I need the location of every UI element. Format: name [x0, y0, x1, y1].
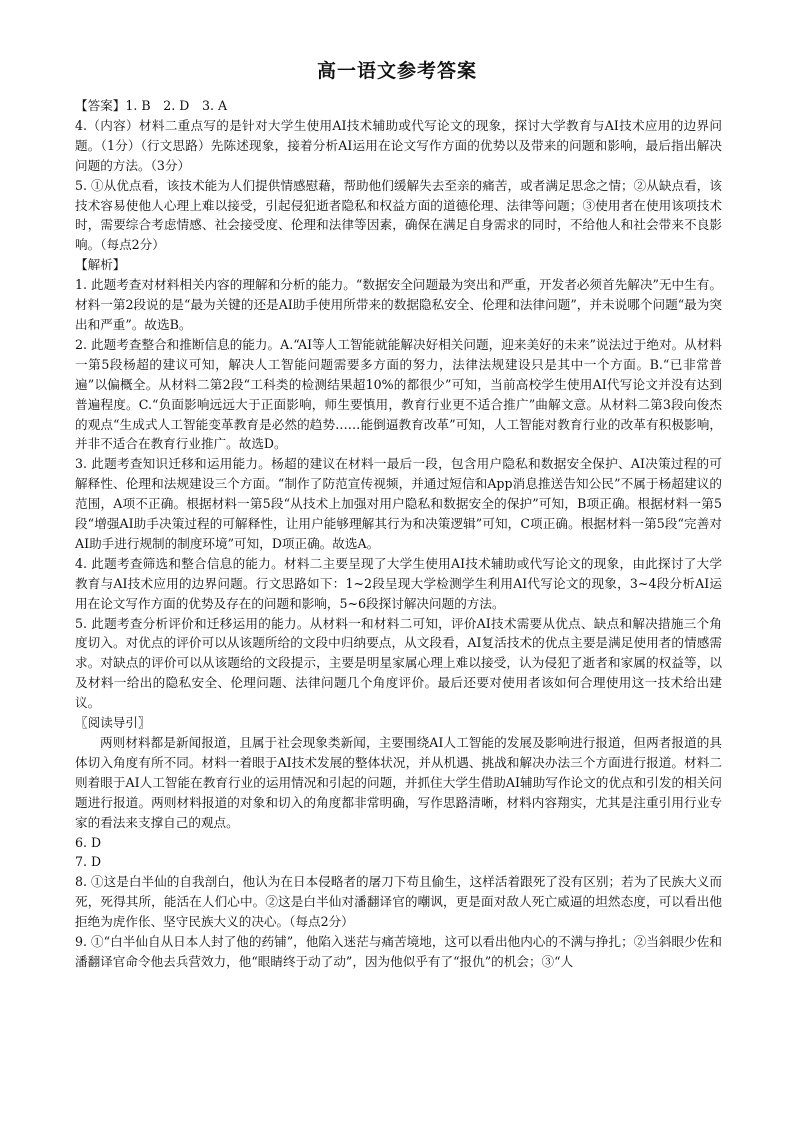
- analysis-4: 4. 此题考查筛选和整合信息的能力。材料二主要呈现了大学生使用AI技术辅助或代写论文的现象，由此探讨了大学教育与AI技术应用的边界问题。行文思路如下：1~2段呈现大学检测学生利用AI代写论文的现象，3~4段分析AI运用在论文写作方面的优势及存在的问题和影响，5~6段探讨解决问题的方法。: [75, 555, 722, 611]
- answer-4: 4.（内容）材料二重点写的是针对大学生使用AI技术辅助或代写论文的现象，探讨大学教育与AI技术应用的边界问题。（1分）（行文思路）先陈述现象，接着分析AI运用在论文写作方面的优势以及带来的问题和影响，最后指出解决问题的方法。（3分）: [75, 117, 722, 173]
- answer-9: 9. ①“白半仙自从日本人封了他的药铺”，他陷入迷茫与痛苦境地，这可以看出他内心的不满与挣扎；②当斜眼少佐和潘翻译官命令他去兵营效力，他“眼睛终于动了动”，因为他似乎有了“报仇”的机会；③“人: [75, 934, 722, 969]
- reading-guide-heading: 〖阅读导引〗: [75, 715, 151, 731]
- analysis-5: 5. 此题考查分析评价和迁移运用的能力。从材料一和材料二可知，评价AI技术需要从优点、缺点和解决措施三个角度切入。对优点的评价可以从该题所给的文段中归纳要点，从文段看，AI复活技术的优点主要是满足使用者的情感需求。对缺点的评价可以从该题给的文段提示，主要是明星家属心理上难以接受，认为侵犯了逝者和家属的权益等，以及材料一给出的隐私安全、伦理问题、法律问题几个角度评价。最后还要对使用者该如何合理使用这一技术给出建议。: [75, 615, 722, 711]
- analysis-3: 3. 此题考查知识迁移和运用能力。杨超的建议在材料一最后一段，包含用户隐私和数据安全保护、AI决策过程的可解释性、伦理和法规建设三个方面。“制作了防范宣传视频，并通过短信和App消息推送告知公民”不属于杨超建议的范围，A项不正确。根据材料一第5段“从技术上加强对用户隐私和数据安全的保护”可知，B项正确。根据材料一第5段“增强AI助手决策过程的可解释性，让用户能够理解其行为和决策逻辑”可知，C项正确。根据材料一第5段“完善对AI助手进行规制的制度环境”可知，D项正确。故选A。: [75, 456, 722, 551]
- document-body: [75, 96, 722, 972]
- page-title: 高一语文参考答案: [316, 60, 477, 82]
- analysis-2: 2. 此题考查整合和推断信息的能力。A.“AI等人工智能就能解决好相关问题，迎来美好的未来”说法过于绝对。从材料一第5段杨超的建议可知，解决人工智能问题需要多方面的努力，法律法规建设只是其中一个方面。B.“已非常普遍”以偏概全。从材料二第2段“工科类的检测结果超10%的都很少”可知，当前高校学生使用AI代写论文并没有达到普遍程度。C.“负面影响远远大于正面影响，师生要慎用，教育行业更不适合推广”曲解文意。从材料二第3段向俊杰的观点“生成式人工智能变革教育是必然的趋势……能倒逼教育改革”可知，人工智能对教育行业的改革有积极影响，并非不适合在教育行业推广。故选D。: [75, 336, 722, 452]
- answer-key-line: 【答案】1. B 2. D 3. A: [75, 98, 228, 113]
- answer-5: 5. ①从优点看，该技术能为人们提供情感慰藉，帮助他们缓解失去至亲的痛苦，或者满足思念之情；②从缺点看，该技术容易使他人心理上难以接受，引起侵犯逝者隐私和权益方面的道德伦理、法律等问题；③使用者在使用该项技术时，需要综合考虑情感、社会接受度、伦理和法律等因素，确保在满足自身需求的同时，不给他人和社会带来不良影响。（每点2分）: [75, 177, 722, 253]
- answer-8: 8. ①这是白半仙的自我剖白，他认为在日本侵略者的屠刀下苟且偷生，这样活着跟死了没有区别；若为了民族大义而死，死得其所，能活在人们心中。②这是白半仙对潘翻译官的嘲讽，更是面对敌人死亡威逼的坦然态度，可以看出他拒绝为虎作伥、坚守民族大义的决心。（每点2分）: [75, 874, 722, 930]
- reading-guide-text: 两则材料都是新闻报道，且属于社会现象类新闻，主要围绕AI人工智能的发展及影响进行报道，但两者报道的具体切入角度有所不同。材料一着眼于AI技术发展的整体状况，并从机遇、挑战和解决办法三个方面进行报道。材料二则着眼于AI人工智能在教育行业的运用情况和引起的问题，并抓住大学生借助AI辅助写作论文的优点和引发的相关问题进行报道。两则材料报道的对象和切入的角度都非常明确，写作思路清晰，材料内容翔实，尤其是注重引用行业专家的看法来支撑自己的观点。: [75, 735, 722, 830]
- answer-7: 7. D: [75, 854, 102, 870]
- analysis-1: 1. 此题考查对材料相关内容的理解和分析的能力。“数据安全问题最为突出和严重，开发者必须首先解决”无中生有。材料一第2段说的是“最为关键的还是AI助手使用所带来的数据隐私安全、伦理和法律问题”，并未说哪个问题“最为突出和严重”。故选B。: [75, 277, 722, 332]
- analysis-heading: 【解析】: [75, 257, 126, 273]
- answer-6: 6. D: [75, 834, 102, 850]
